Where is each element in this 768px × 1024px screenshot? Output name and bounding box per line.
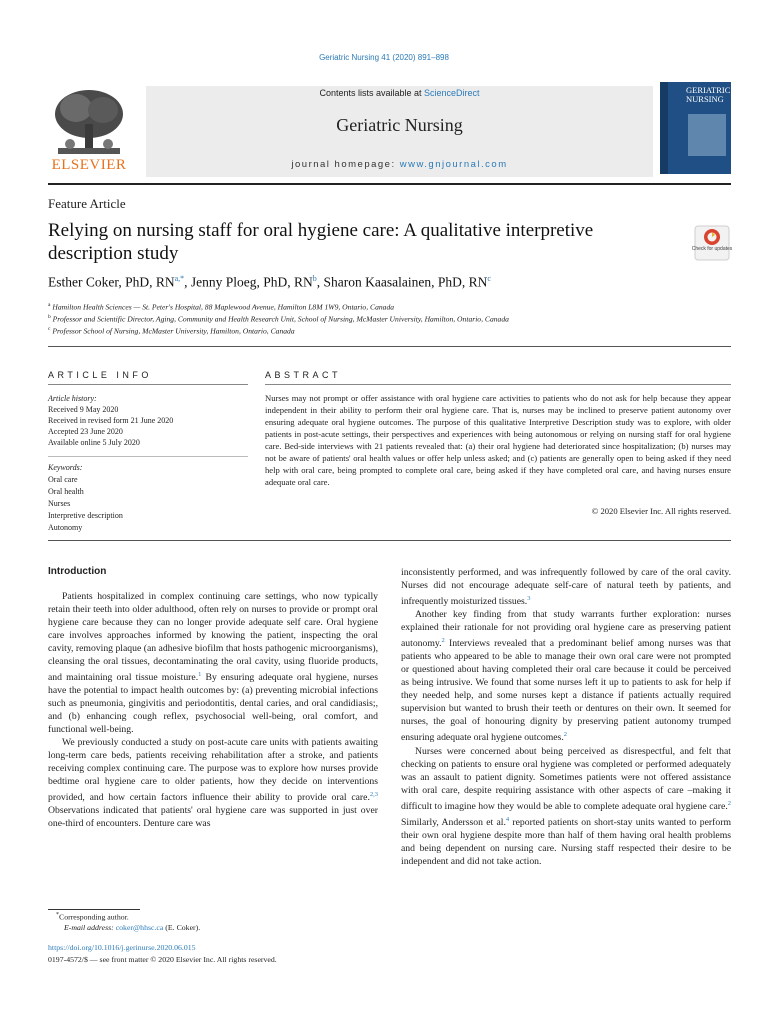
citation-link[interactable]: 2 bbox=[441, 637, 445, 645]
article-title: Relying on nursing staff for oral hygiene care: A qualitative interpretive description study bbox=[48, 220, 594, 264]
issn-line: 0197-4572/$ — see front matter © 2020 Elsevier Inc. All rights reserved. bbox=[48, 955, 277, 964]
email-note bbox=[64, 923, 200, 932]
affiliation-text: Professor and Scientific Director, Aging, Community and Health Research Unit, School of Nursing, McMaster University, Hamilton, Ontario, Canada bbox=[52, 314, 509, 324]
abstract-rule bbox=[265, 384, 731, 385]
author-name[interactable]: Sharon Kaasalainen, PhD, RN bbox=[323, 274, 488, 290]
history-label: Article history: bbox=[48, 394, 97, 403]
paragraph-text: reported patients on short-stay units wanted to perform their own oral hygiene despite more than half of them having oral health problems and being dependent on nursing care. Nursing staff respected their desire to be independent and did not take action. bbox=[401, 817, 731, 868]
paragraph bbox=[401, 608, 731, 744]
affiliation bbox=[48, 302, 394, 312]
keyword: Nurses bbox=[48, 499, 71, 508]
author-list: Esther Coker, PhD, $RN^{a,*}$, Jenny Ploeg, PhD, $RN^b$, Sharon Kaasalainen, PhD, $RN^c$ bbox=[48, 274, 491, 290]
article-info-rule bbox=[48, 384, 248, 385]
homepage-line bbox=[146, 159, 653, 170]
paragraph-text: By ensuring adequate oral hygiene, nurses have the potential to impact health outcomes by: (a) preventing microbial infections such as pneumonia, gingivitis and periodontitis, dental caries, and oral candidiasis;, and (b) enhancing cough reflex, psychosocial well-being, oral comfort, and functional well-being. bbox=[48, 672, 379, 736]
cover-title: GERIATRIC NURSING bbox=[686, 85, 731, 104]
paragraph-text: Interviews revealed that a predominant belief among nurses was that patients who appeared to be able to manage their own oral care were not prompted or questioned about having completed their oral care because it could be perceived as being intrusive. We found that some nurses left it up to patients to ask for help if they needed help, and some nurses kept a distance if patients actually required supervision but wanted to brush their teeth or dentures on their own. It seemed for nurses, the goal of honouring dignity by preserving patient autonomy trumped ensuring adequate oral hygiene outcomes. bbox=[401, 638, 731, 744]
paragraph-text: Observations indicated that patients' oral hygiene care was supported in just over one-third of encounters. Denture care was bbox=[48, 805, 378, 830]
doi-link[interactable]: https://doi.org/10.1016/j.gerinurse.2020.06.015 bbox=[48, 943, 196, 952]
citation-link[interactable]: 2 bbox=[727, 799, 731, 807]
corresponding-label: Corresponding author. bbox=[59, 912, 129, 922]
citation-link[interactable]: 2 bbox=[563, 731, 567, 739]
email-link[interactable]: coker@hhsc.ca bbox=[115, 923, 164, 932]
email-label: E-mail address: bbox=[64, 923, 116, 932]
author-affil-mark[interactable]: b bbox=[312, 274, 317, 283]
article-info-heading: ARTICLE INFO bbox=[48, 370, 152, 380]
citation-link[interactable]: 3 bbox=[527, 595, 531, 602]
keyword: Oral health bbox=[48, 487, 84, 496]
affiliation-mark: a bbox=[48, 302, 51, 308]
elsevier-logo-text: ELSEVIER bbox=[51, 157, 127, 173]
paragraph-text: Patients hospitalized in complex continuing care settings, who now typically retain their teeth into older adulthood, often rely on nurses to provide or prompt oral hygiene care because they can no longer provide adequate self care. Oral hygiene care involves approaches informed by knowing the patient, inspecting the oral cavity, removing plaque (an adhesive biofilm that hosts pathogenic microorganisms), cleansing the oral tissues, decontaminating the oral cavity, using fluoride products, and maintaining oral tissue moisture. bbox=[48, 591, 378, 684]
paragraph-text: Similarly, Andersson et al. bbox=[401, 817, 506, 829]
abstract-bottom-rule bbox=[48, 540, 731, 541]
corresponding-author-note: *Corresponding author. bbox=[56, 912, 129, 922]
keyword: Autonomy bbox=[48, 523, 83, 532]
header-rule bbox=[48, 183, 731, 185]
author-name[interactable]: Esther Coker, PhD, RN bbox=[48, 274, 175, 290]
article-type: Feature Article bbox=[48, 196, 126, 211]
paragraph-text: Nurses were concerned about being perceived as disrespectful, and felt that checking on patients to ensure oral hygiene was completed or performed adequately was an assault to patient dignity. Sometimes patients were not offered assistance with oral care, despite requiring assistance with other aspects of care –making it difficult to imagine how they would be able to complete adequate oral hygiene care. bbox=[401, 745, 731, 812]
history-item: Available online 5 July 2020 bbox=[48, 438, 140, 447]
paragraph-text: inconsistently performed, and was infrequently followed by care of the oral cavity. Nurses did not encourage adequate self-care of natural teeth by patients, and infrequently moisturized tissues. bbox=[401, 567, 731, 608]
abstract-text: Nurses may not prompt or offer assistance with oral hygiene care activities to patients who do not ask for help because they appear independent in their ability to perform their oral hygiene care. That is, nurses may be inclined to preserve patient autonomy over ensuring adequate oral hygiene outcomes. The purpose of this qualitative Interpretive Description study was to explore, with older patients in post-acute settings, their perspectives and experiences with being autonomous or relying on nursing staff for oral hygiene care. Bed-side interviews with 21 patients revealed that: (a) their oral hygiene had deteriorated since hospitalization; (b) nurses may not be aware of patients' oral health values or offer help unless asked; and (c) patients are generally open to being asked if they need help with oral care, being prompted to complete oral care, being asked if they have completed oral care, and having nurses ensure adequate oral care. bbox=[265, 393, 731, 487]
affiliation bbox=[48, 326, 295, 336]
journal-name: Geriatric Nursing bbox=[336, 115, 463, 135]
history-item: Accepted 23 June 2020 bbox=[48, 427, 123, 436]
author-affil-mark[interactable]: a,* bbox=[174, 274, 185, 283]
cover-band bbox=[660, 82, 668, 174]
homepage-prefix: journal homepage: bbox=[291, 159, 400, 170]
journal-reference-link[interactable]: Geriatric Nursing 41 (2020) 891–898 bbox=[319, 53, 449, 62]
affiliation-text: Professor School of Nursing, McMaster University, Hamilton, Ontario, Canada bbox=[52, 326, 295, 336]
paragraph bbox=[401, 566, 731, 608]
cover-photo bbox=[688, 114, 726, 156]
author-name[interactable]: Jenny Ploeg, PhD, RN bbox=[190, 274, 313, 290]
history-item: Received 9 May 2020 bbox=[48, 405, 119, 414]
check-for-updates-label: Check for updates bbox=[691, 246, 733, 252]
check-for-updates-icon[interactable] bbox=[693, 224, 731, 262]
homepage-link[interactable]: www.gnjournal.com bbox=[399, 159, 508, 170]
section-rule bbox=[48, 346, 731, 347]
author-affil-mark[interactable]: c bbox=[487, 274, 491, 283]
citation-link[interactable]: 2,3 bbox=[369, 791, 378, 799]
keyword: Interpretive description bbox=[48, 511, 123, 520]
keywords-rule bbox=[48, 456, 248, 457]
footnote-rule bbox=[48, 909, 140, 910]
email-suffix: (E. Coker). bbox=[163, 923, 201, 932]
affiliation-mark: c bbox=[48, 326, 51, 332]
body-left-column bbox=[48, 590, 378, 830]
paragraph-text: We previously conducted a study on post-acute care units with patients awaiting long-term care beds, patients receiving rehabilitation after a stroke, and patients receiving complex continuing care. The purpose was to explore how nurses provide bedtime oral hygiene care to older patients, how they decide on interventions provided, and how certain factors influence their ability to provide oral care. bbox=[48, 737, 378, 804]
paragraph-text: Another key finding from that study warrants further exploration: nurses explained their rationale for not providing oral hygiene care as preserving patient autonomy. bbox=[401, 609, 731, 650]
citation-link[interactable]: 4 bbox=[505, 815, 510, 823]
journal-cover-image[interactable] bbox=[660, 82, 731, 174]
contents-prefix: Contents lists available at bbox=[319, 88, 425, 98]
contents-line bbox=[146, 88, 653, 98]
paragraph bbox=[401, 745, 731, 868]
introduction-heading: Introduction bbox=[48, 566, 107, 577]
abstract-heading: ABSTRACT bbox=[265, 370, 342, 380]
paragraph bbox=[48, 590, 378, 736]
body-right-column bbox=[401, 566, 731, 868]
affiliation bbox=[48, 314, 509, 324]
affiliation-mark: b bbox=[48, 314, 51, 320]
paragraph bbox=[48, 736, 378, 830]
abstract-copyright: © 2020 Elsevier Inc. All rights reserved. bbox=[591, 506, 731, 516]
affiliation-text: Hamilton Health Sciences — St. Peter's Hospital, 88 Maplewood Avenue, Hamilton L8M 1W9, Ontario, Canada bbox=[52, 302, 395, 312]
history-item: Received in revised form 21 June 2020 bbox=[48, 416, 174, 425]
citation-link[interactable]: 1 bbox=[198, 671, 202, 678]
keyword: Oral care bbox=[48, 475, 78, 484]
sciencedirect-link[interactable]: ScienceDirect bbox=[424, 88, 480, 98]
keywords-label: Keywords: bbox=[48, 463, 83, 472]
